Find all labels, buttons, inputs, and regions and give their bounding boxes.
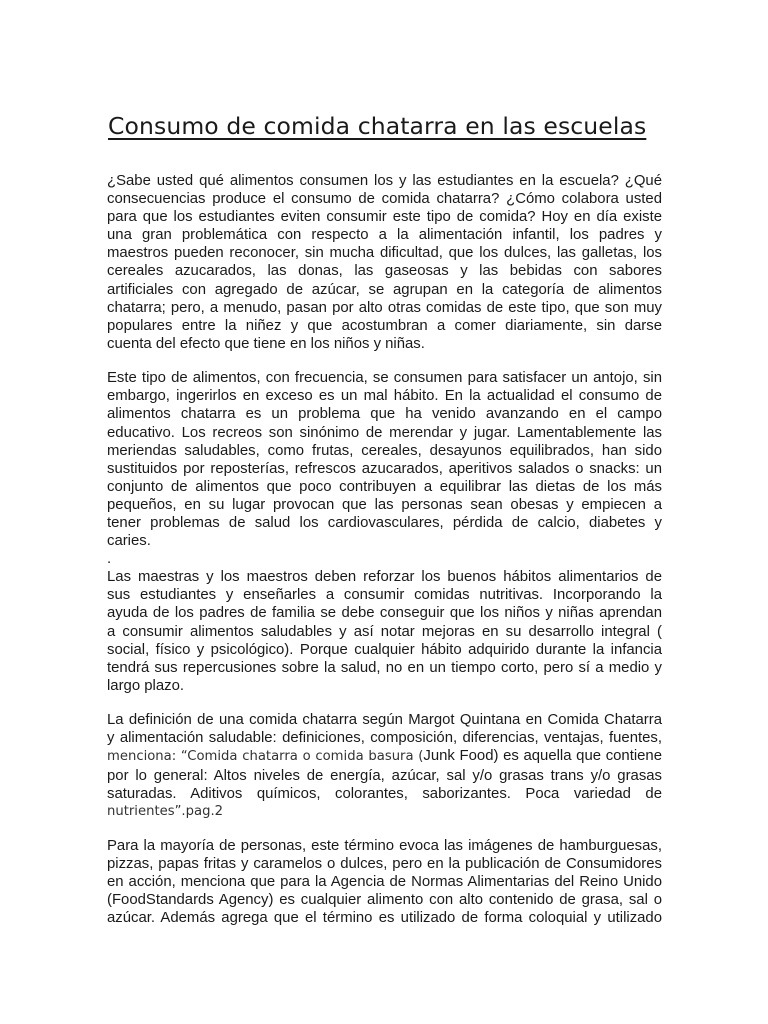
text-line: azúcar. Además agrega que el término es utilizado de forma coloquial y utilizado <box>107 910 662 927</box>
quotation-text: nutrientes”.pag.2 <box>107 803 224 819</box>
text-line: social, físico y psicológico). Porque cualquier hábito adquirido durante la infancia <box>107 641 662 658</box>
document-body <box>107 172 662 944</box>
text-line: largo plazo. <box>107 677 184 694</box>
text-line: caries. <box>107 533 151 550</box>
text-line: populares entre la niñez y que acostumbran a comer diariamente, sin darse <box>107 317 662 334</box>
document-title: Consumo de comida chatarra en las escuelas <box>108 112 647 140</box>
text-line: sus estudiantes y enseñarles a consumir comidas nutritivas. Incorporando la <box>107 587 662 604</box>
text-line: . <box>107 551 112 568</box>
text-line: maestros pueden reconocer, sin mucha dificultad, que los dulces, las galletas, los <box>107 245 662 262</box>
text-line: pequeños, en su lugar provocan que las personas sean obesas y empiecen a <box>107 496 662 513</box>
text-line: consecuencias produce el consumo de comida chatarra? ¿Cómo colabora usted <box>107 191 662 208</box>
paragraph-3 <box>107 568 662 695</box>
text-line: meriendas saludables, como frutas, cereales, desayunos equilibrados, han sido <box>107 442 662 459</box>
text-line: Para la mayoría de personas, este término evoca las imágenes de hamburguesas, <box>107 838 662 855</box>
text-line: Las maestras y los maestros deben reforzar los buenos hábitos alimentarios de <box>107 569 662 586</box>
text-line: en acción, menciona que para la Agencia de Normas Alimentarias del Reino Unido <box>107 874 662 891</box>
paragraph-2 <box>107 369 662 568</box>
text-line: tendrá sus repercusiones sobre la salud, no en un tiempo corto, pero sí a medio y <box>107 659 662 676</box>
text-line: sustituidos por reposterías, refrescos azucarados, aperitivos salados o snacks: un <box>107 460 662 477</box>
text-line <box>107 747 662 766</box>
text-line: tener problemas de salud los cardiovasculares, pérdida de calcio, diabetes y <box>107 514 662 531</box>
text-line: embargo, ingerirlos en exceso es un mal hábito. En la actualidad el consumo de <box>107 388 662 405</box>
text-line: pizzas, papas fritas y caramelos o dulces, pero en la publicación de Consumidores <box>107 856 662 873</box>
text-line: ¿Sabe usted qué alimentos consumen los y las estudiantes en la escuela? ¿Qué <box>107 173 662 189</box>
paragraph-5 <box>107 837 662 927</box>
quotation-text: menciona: “Comida chatarra o comida basura ( <box>107 749 424 765</box>
text-line: chatarra; pero, a menudo, pasan por alto otras comidas de este tipo, que son muy <box>107 299 662 316</box>
text-line: ayuda de los padres de familia se debe conseguir que los niños y niñas aprendan <box>107 605 662 622</box>
text-line: para que los estudiantes eviten consumir este tipo de comida? Hoy en día existe <box>107 209 662 226</box>
text-line: (FoodStandards Agency) es cualquier alimento con alto contenido de grasa, sal o <box>107 892 662 909</box>
paragraph-1 <box>107 172 662 353</box>
text-line: Este tipo de alimentos, con frecuencia, se consumen para satisfacer un antojo, sin <box>107 370 662 387</box>
text-line: artificiales con agregado de azúcar, se agrupan en la categoría de alimentos <box>107 281 662 298</box>
text-line: La definición de una comida chatarra según Margot Quintana en Comida Chatarra <box>107 712 662 729</box>
text-line: y alimentación saludable: definiciones, composición, diferencias, ventajas, fuentes, <box>107 730 662 747</box>
text-line: por lo general: Altos niveles de energía, azúcar, sal y/o grasas trans y/o grasas <box>107 767 662 784</box>
text-line: una gran problemática con respecto a la alimentación infantil, los padres y <box>107 227 662 244</box>
text-fragment: Junk Food) es aquella que contiene <box>423 748 662 765</box>
text-line: cuenta del efecto que tiene en los niños y niñas. <box>107 335 425 352</box>
paragraph-4 <box>107 711 662 821</box>
text-line: conjunto de alimentos que poco contribuyen a equilibrar las dietas de los más <box>107 478 662 495</box>
text-line: saturadas. Aditivos químicos, colorantes, saborizantes. Poca variedad de <box>107 785 662 802</box>
text-line: educativo. Los recreos son sinónimo de merendar y jugar. Lamentablemente las <box>107 424 662 441</box>
text-line: cereales azucarados, las donas, las gaseosas y las bebidas con sabores <box>107 263 662 280</box>
text-line: a consumir alimentos saludables y así notar mejoras en su desarrollo integral ( <box>107 623 662 640</box>
text-line: alimentos chatarra es un problema que ha venido avanzando en el campo <box>107 406 662 423</box>
